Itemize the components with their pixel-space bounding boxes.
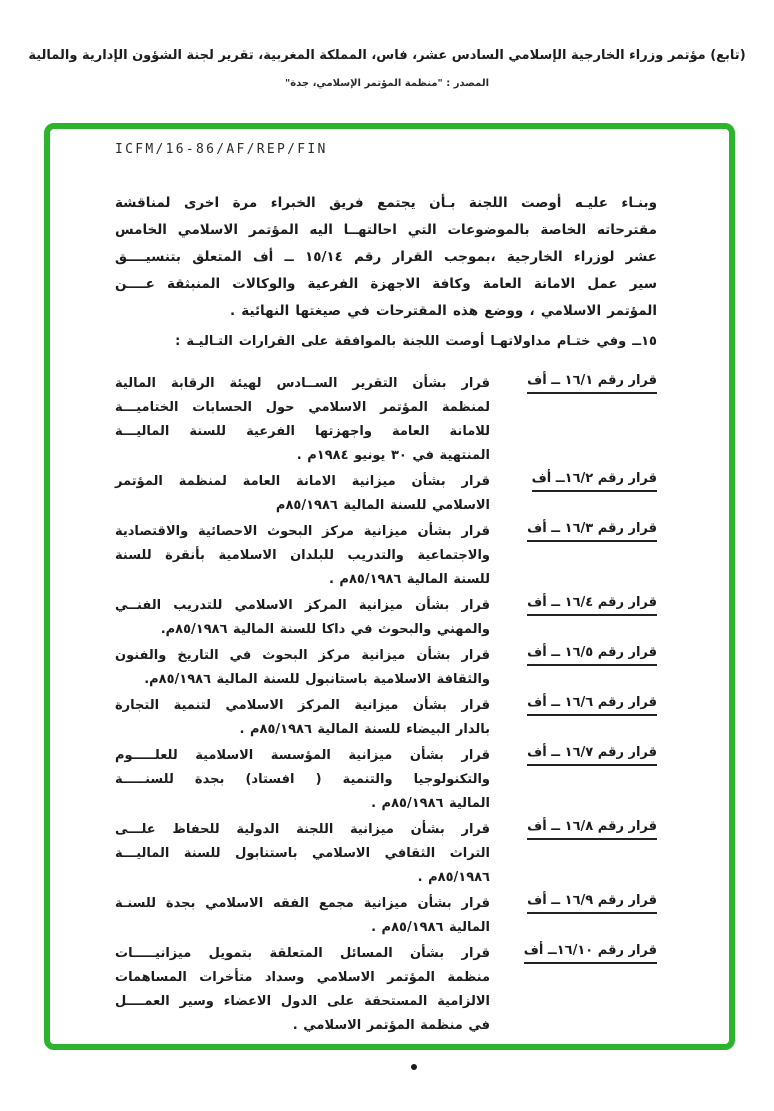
resolution-text — [115, 520, 490, 592]
resolution-number-label: قرار رقم ١٦/٧ ــ أف — [527, 745, 657, 766]
resolution-text-line: ٨٥/١٩٨٦م . — [417, 870, 490, 885]
resolution-number-label: قرار رقم ١٦/٨ ــ أف — [527, 819, 657, 840]
resolution-text-line: الالزامية المستحقة على الدول الاعضاء وسير العمــــل — [115, 994, 490, 1009]
document-header-line: (تابع) مؤتمر وزراء الخارجية الإسلامي السادس عشر، فاس، المملكة المغربية، تقرير لجنة الشؤون الإدارية والمالية — [28, 48, 746, 63]
resolutions-intro-line: ١٥ــ وفي ختـام مداولاتهـا أوصت اللجنة بالموافقة على القرارات التـاليـة : — [175, 334, 657, 349]
resolution-entry — [115, 372, 657, 468]
resolution-number-label: قرار رقم ١٦/٢ــ أف — [532, 471, 657, 492]
resolution-number-label: قرار رقم ١٦/١٠ــ أف — [524, 943, 657, 964]
resolution-text-line: للسنة المالية ٨٥/١٩٨٦م . — [328, 572, 490, 587]
resolution-entry — [115, 644, 657, 692]
resolution-text-line: التراث الثقافي الاسلامي باستنابول للسنة الماليـــة — [115, 846, 490, 861]
paragraph-line: مقترحاته الخاصة بالموضوعات التي احالتهــا اليه المؤتمر الاسلامي الخامس — [115, 222, 657, 238]
resolution-text-line: والاجتماعية والتدريب للبلدان الاسلامية بأنقرة للسنة — [115, 548, 490, 563]
resolution-text-line: والتكنولوجيا والتنمية ( افستاد) بجدة للسنـــــة — [115, 772, 490, 787]
resolution-text-line: منظمة المؤتمر الاسلامي وسداد متأخرات المساهمات — [115, 970, 490, 985]
resolution-text-line: للامانة العامة واجهزتها الفرعية للسنة الماليـــة — [115, 424, 490, 439]
resolution-text-line: والثقافة الاسلامية باستانبول للسنة المالية ٨٥/١٩٨٦م. — [144, 672, 490, 687]
paragraph-line: المؤتمر الاسلامي ، ووضع هذه المقترحات في صيغتها النهائية . — [229, 303, 657, 319]
resolution-text-line: قرار بشأن المسائل المتعلقة بتمويل ميزانيـــــات — [115, 946, 490, 961]
paragraph-line: عشر لوزراء الخارجية ،بموجب القرار رقم ١٥/١٤ ــ أف المتعلق بتنسيــــق — [115, 249, 658, 265]
resolution-text-line: المنتهية في ٣٠ يونيو ١٩٨٤م . — [296, 448, 490, 463]
resolutions-list — [115, 372, 657, 1040]
resolution-entry — [115, 694, 657, 742]
resolution-number-label: قرار رقم ١٦/٥ ــ أف — [527, 645, 657, 666]
resolution-text — [115, 372, 490, 468]
resolution-text — [115, 744, 490, 816]
resolution-text-line: قرار بشأن ميزانية اللجنة الدولية للحفاظ علـــى — [115, 822, 490, 837]
resolution-text-line: المالية ٨٥/١٩٨٦م . — [371, 796, 490, 811]
resolution-text — [115, 470, 490, 518]
resolution-text-line: قرار بشأن ميزانية الامانة العامة لمنظمة المؤتمر — [115, 474, 490, 489]
resolution-text-line: قرار بشأن ميزانية مركز البحوث الاحصائية والاقتصادية — [115, 524, 490, 539]
resolution-entry — [115, 520, 657, 592]
resolution-entry — [115, 942, 657, 1038]
resolution-entry — [115, 818, 657, 890]
resolution-number-label: قرار رقم ١٦/٩ ــ أف — [527, 893, 657, 914]
resolution-text-line: المالية ٨٥/١٩٨٦م . — [371, 920, 490, 935]
resolution-text-line: الاسلامي للسنة المالية ٨٥/١٩٨٦م — [275, 498, 490, 513]
resolution-text-line: قرار بشأن ميزانية المركز الاسلامي للتدريب الفنــي — [115, 598, 490, 613]
resolution-text-line: في منظمة المؤتمر الاسلامي . — [292, 1018, 490, 1033]
highlight-frame — [44, 123, 735, 1050]
recommendation-paragraph — [115, 190, 657, 325]
resolution-text-line: قرار بشأن ميزانية المؤسسة الاسلامية للعلـــــوم — [115, 748, 490, 763]
resolution-text-line: بالدار البيضاء للسنة المالية ٨٥/١٩٨٦م . — [239, 722, 490, 737]
resolution-text-line: قرار بشأن ميزانية مجمع الفقه الاسلامي بجدة للسنـة — [115, 896, 490, 911]
resolution-number-label: قرار رقم ١٦/٦ ــ أف — [527, 695, 657, 716]
paragraph-line: سير عمل الامانة العامة وكافة الاجهزة الفرعية والوكالات المنبثقة عــــن — [115, 276, 657, 292]
resolution-number-label: قرار رقم ١٦/١ ــ أف — [527, 373, 657, 394]
resolution-text — [115, 694, 490, 742]
document-reference-code: ICFM/16-86/AF/REP/FIN — [115, 142, 328, 157]
resolution-entry — [115, 470, 657, 518]
resolution-entry — [115, 594, 657, 642]
resolution-text-line: والمهني والبحوث في داكا للسنة المالية ٨٥/١٩٨٦م. — [160, 622, 490, 637]
document-source-line: المصدر : "منظمة المؤتمر الإسلامي، جدة" — [284, 78, 489, 89]
resolution-text — [115, 594, 490, 642]
resolution-entry — [115, 892, 657, 940]
resolution-text-line: قرار بشأن ميزانية المركز الاسلامي لتنمية التجارة — [115, 698, 490, 713]
resolution-text — [115, 892, 490, 940]
resolution-text-line: قرار بشأن ميزانية مركز البحوث في التاريخ والفنون — [115, 648, 490, 663]
resolution-text — [115, 818, 490, 890]
resolution-text — [115, 644, 490, 692]
resolution-number-label: قرار رقم ١٦/٣ ــ أف — [527, 521, 657, 542]
resolution-number-label: قرار رقم ١٦/٤ ــ أف — [527, 595, 657, 616]
paragraph-line: وبنـاء عليـه أوصت اللجنة بـأن يجتمع فريق الخبراء مرة اخرى لمناقشة — [115, 195, 657, 211]
ink-dot-artifact — [411, 1064, 417, 1070]
resolution-text-line: قرار بشأن التقرير الســادس لهيئة الرقابة المالية — [115, 376, 490, 391]
resolution-text — [115, 942, 490, 1038]
resolution-text-line: لمنظمة المؤتمر الاسلامي حول الحسابات الختاميـــة — [115, 400, 490, 415]
resolution-entry — [115, 744, 657, 816]
